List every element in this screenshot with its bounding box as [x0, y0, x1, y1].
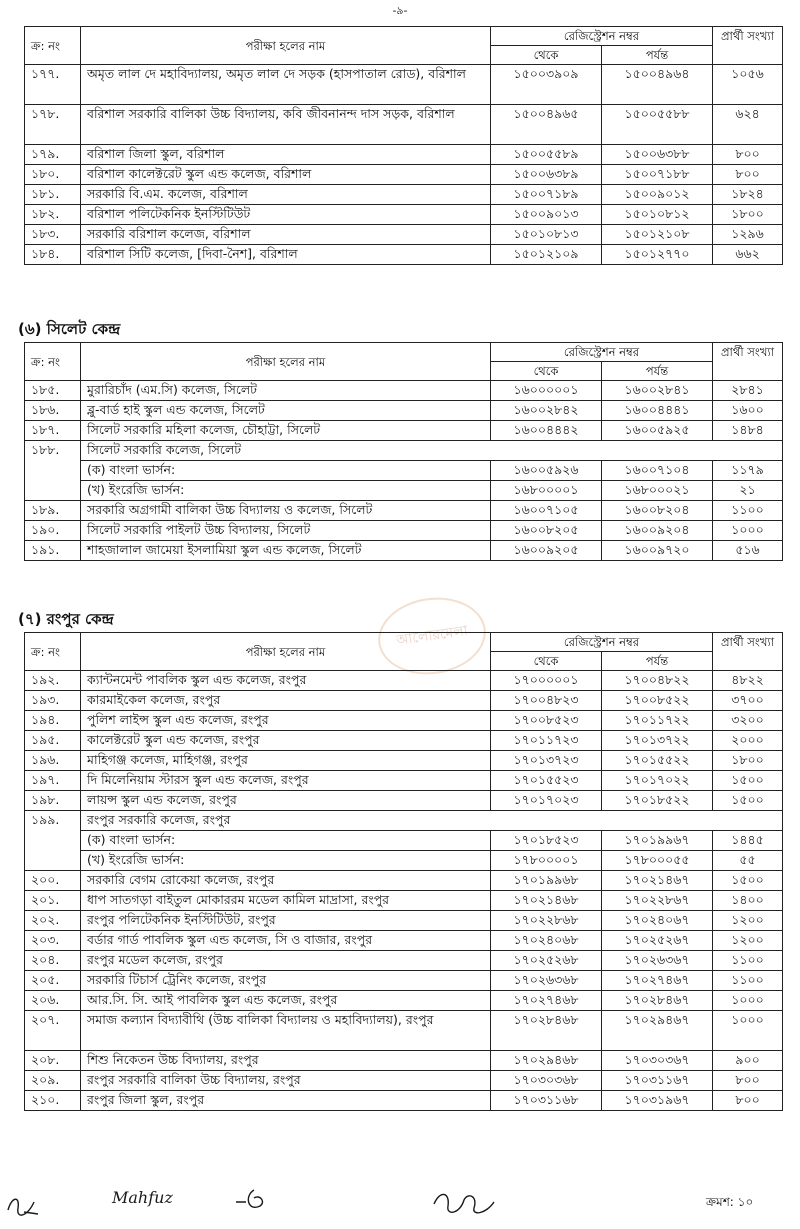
candidate-count-cell: ১৫০০ — [713, 871, 783, 891]
reg-to-cell: ১৭০৩০৩৬৭ — [602, 1051, 713, 1071]
table-row — [25, 185, 783, 205]
reg-to-cell: ১৭০৩১৯৬৭ — [602, 1091, 713, 1111]
hall-name-cell: ব্লু-বার্ড হাই স্কুল এন্ড কলেজ, সিলেট — [81, 401, 491, 421]
table-row — [25, 731, 783, 751]
signature-area — [0, 1180, 800, 1229]
serial-cell: ১৮৮. — [25, 441, 81, 501]
reg-to-cell: ১৬০০৪৪৪১ — [602, 401, 713, 421]
section-title-sylhet: (৬) সিলেট কেন্দ্র — [18, 320, 121, 338]
table-row — [25, 441, 783, 461]
reg-to-cell: ১৫০১২১০৮ — [602, 225, 713, 245]
candidate-count-cell: ৪৮২২ — [713, 671, 783, 691]
hall-name-cell: মুরারিচাঁদ (এম.সি) কলেজ, সিলেট — [81, 381, 491, 401]
serial-cell: ১৯০. — [25, 521, 81, 541]
reg-to-cell: ১৭০১১৭২২ — [602, 711, 713, 731]
table-row — [25, 771, 783, 791]
candidate-count-cell: ২০০০ — [713, 731, 783, 751]
table-row — [25, 911, 783, 931]
candidate-count-cell: ৬৬২ — [713, 245, 783, 265]
reg-from-cell: ১৭০২৭৪৬৮ — [491, 991, 602, 1011]
reg-from-cell: ১৭০১৫৫২৩ — [491, 771, 602, 791]
reg-to-cell: ১৭০২১৪৬৭ — [602, 871, 713, 891]
serial-cell: ১৭৯. — [25, 145, 81, 165]
hall-name-cell: সিলেট সরকারি মহিলা কলেজ, চৌহাট্টা, সিলেট — [81, 421, 491, 441]
reg-to-cell: ১৬০০৫৯২৫ — [602, 421, 713, 441]
reg-to-cell: ১৭০১৯৯৬৭ — [602, 831, 713, 851]
candidate-count-cell: ৩৭০০ — [713, 691, 783, 711]
table-row — [25, 401, 783, 421]
hall-name-cell: শিশু নিকেতন উচ্চ বিদ্যালয়, রংপুর — [81, 1051, 491, 1071]
watermark-seal: আলোরমেলা — [373, 591, 491, 681]
reg-from-cell: ১৭০০০০০১ — [491, 671, 602, 691]
table-row — [25, 165, 783, 185]
rangpur-table — [24, 632, 783, 1111]
hall-name-cell: রংপুর সরকারি বালিকা উচ্চ বিদ্যালয়, রংপুর — [81, 1071, 491, 1091]
reg-to-cell: ১৫০১০৮১২ — [602, 205, 713, 225]
hall-name-cell: মাহিগঞ্জ কলেজ, মাহিগঞ্জ, রংপুর — [81, 751, 491, 771]
table-row — [25, 65, 783, 105]
initial-signature-1 — [4, 1190, 44, 1220]
serial-cell: ১৮৩. — [25, 225, 81, 245]
reg-from-cell: ১৭০২৮৪৬৮ — [491, 1011, 602, 1051]
candidate-count-cell: ৫১৬ — [713, 541, 783, 561]
hall-name-cell: সমাজ কল্যান বিদ্যাবীথি (উচ্চ বালিকা বিদ্যালয় ও মহাবিদ্যালয়), রংপুর — [81, 1011, 491, 1051]
hall-name-cell: আর.সি. সি. আই পাবলিক স্কুল এন্ড কলেজ, রংপুর — [81, 991, 491, 1011]
candidate-count-cell: ১০০০ — [713, 991, 783, 1011]
table-row — [25, 225, 783, 245]
table-row — [25, 461, 783, 481]
header-candidates: প্রার্থী সংখ্যা — [713, 343, 783, 381]
candidate-count-cell: ১২৯৬ — [713, 225, 783, 245]
header-from: থেকে — [491, 46, 602, 65]
serial-cell: ১৮৯. — [25, 501, 81, 521]
reg-to-cell: ১৭০১৫৫২২ — [602, 751, 713, 771]
reg-from-cell: ১৬০০৫৯২৬ — [491, 461, 602, 481]
serial-cell: ২১০. — [25, 1091, 81, 1111]
serial-cell: ১৯১. — [25, 541, 81, 561]
header-to: পর্যন্ত — [602, 652, 713, 671]
hall-name-cell: শাহজালাল জামেয়া ইসলামিয়া স্কুল এন্ড কলেজ, সিলেট — [81, 541, 491, 561]
hall-name-cell: বরিশাল জিলা স্কুল, বরিশাল — [81, 145, 491, 165]
hall-name-cell: বরিশাল কালেক্টরেট স্কুল এন্ড কলেজ, বরিশাল — [81, 165, 491, 185]
hall-name-cell: সরকারি বেগম রোকেয়া কলেজ, রংপুর — [81, 871, 491, 891]
hall-name-cell: সরকারি বরিশাল কলেজ, বরিশাল — [81, 225, 491, 245]
candidate-count-cell: ১৪০০ — [713, 891, 783, 911]
table-row — [25, 481, 783, 501]
candidate-count-cell: ৯০০ — [713, 1051, 783, 1071]
header-hall-name: পরীক্ষা হলের নাম — [81, 27, 491, 65]
table-row — [25, 1051, 783, 1071]
candidate-count-cell: ১০০০ — [713, 521, 783, 541]
serial-cell: ২০৩. — [25, 931, 81, 951]
reg-to-cell: ১৫০০৬৩৮৮ — [602, 145, 713, 165]
reg-to-cell: ১৬০০৯৭২০ — [602, 541, 713, 561]
hall-name-cell: সরকারি বি.এম. কলেজ, বরিশাল — [81, 185, 491, 205]
candidate-count-cell: ৬২৪ — [713, 105, 783, 145]
serial-cell: ১৮৫. — [25, 381, 81, 401]
serial-cell: ১৯৬. — [25, 751, 81, 771]
table-row — [25, 541, 783, 561]
candidate-count-cell: ১১৭৯ — [713, 461, 783, 481]
hall-name-cell: পুলিশ লাইন্স স্কুল এন্ড কলেজ, রংপুর — [81, 711, 491, 731]
reg-to-cell: ১৭০১৮৫২২ — [602, 791, 713, 811]
candidate-count-cell: ১৪৮৪ — [713, 421, 783, 441]
reg-from-cell: ১৭০২৬৩৬৮ — [491, 971, 602, 991]
candidate-count-cell: ১৮২৪ — [713, 185, 783, 205]
table-row — [25, 831, 783, 851]
reg-to-cell: ১৭০২৫২৬৭ — [602, 931, 713, 951]
candidate-count-cell: ১১০০ — [713, 971, 783, 991]
table-row — [25, 811, 783, 831]
hall-name-cell: সরকারি টিচার্স ট্রেনিং কলেজ, রংপুর — [81, 971, 491, 991]
serial-cell: ২০৬. — [25, 991, 81, 1011]
candidate-count-cell: ১০৫৬ — [713, 65, 783, 105]
barisal-table — [24, 26, 783, 265]
hall-name-cell: রংপুর মডেল কলেজ, রংপুর — [81, 951, 491, 971]
header-from: থেকে — [491, 652, 602, 671]
header-serial: ক্র: নং — [25, 343, 81, 381]
hall-name-cell: সিলেট সরকারি পাইলট উচ্চ বিদ্যালয়, সিলেট — [81, 521, 491, 541]
candidate-count-cell: ১২০০ — [713, 931, 783, 951]
candidate-count-cell: ৮০০ — [713, 165, 783, 185]
serial-cell: ১৮০. — [25, 165, 81, 185]
reg-from-cell: ১৭০২৫২৬৮ — [491, 951, 602, 971]
sylhet-table — [24, 342, 783, 561]
serial-cell: ১৮২. — [25, 205, 81, 225]
reg-from-cell: ১৬০০৭১০৫ — [491, 501, 602, 521]
reg-from-cell: ১৭০২২৮৬৮ — [491, 911, 602, 931]
hall-name-cell: বর্ডার গার্ড পাবলিক স্কুল এন্ড কলেজ, সি ও বাজার, রংপুর — [81, 931, 491, 951]
serial-cell: ২০৯. — [25, 1071, 81, 1091]
table-row — [25, 851, 783, 871]
candidate-count-cell: ৮০০ — [713, 1071, 783, 1091]
serial-cell: ১৯৯. — [25, 811, 81, 871]
table-row — [25, 145, 783, 165]
reg-from-cell: ১৫০০৭১৮৯ — [491, 185, 602, 205]
reg-from-cell: ১৬০০২৮৪২ — [491, 401, 602, 421]
version-label-cell: (খ) ইংরেজি ভার্সন: — [81, 851, 491, 871]
reg-from-cell: ১৭০২৪০৬৮ — [491, 931, 602, 951]
serial-cell: ১৮৬. — [25, 401, 81, 421]
hall-name-cell: লায়ন্স স্কুল এন্ড কলেজ, রংপুর — [81, 791, 491, 811]
table-row — [25, 671, 783, 691]
reg-to-cell: ১৬৮০০০২১ — [602, 481, 713, 501]
reg-from-cell: ১৬০০৯২০৫ — [491, 541, 602, 561]
reg-to-cell: ১৬০০৭১০৪ — [602, 461, 713, 481]
table-row — [25, 245, 783, 265]
reg-from-cell: ১৫০০৯০১৩ — [491, 205, 602, 225]
candidate-count-cell: ৮০০ — [713, 145, 783, 165]
candidate-count-cell: ১৮০০ — [713, 205, 783, 225]
table-row — [25, 891, 783, 911]
header-registration: রেজিস্ট্রেশন নম্বর — [491, 27, 713, 46]
signature-mahfuz: Mahfuz — [112, 1188, 173, 1207]
reg-to-cell: ১৭৮০০০৫৫ — [602, 851, 713, 871]
candidate-count-cell: ৩২০০ — [713, 711, 783, 731]
hall-name-cell: সরকারি অগ্রগামী বালিকা উচ্চ বিদ্যালয় ও কলেজ, সিলেট — [81, 501, 491, 521]
hall-name-cell: ধাপ সাতগড়া বাইতুল মোকাররম মডেল কামিল মাদ্রাসা, রংপুর — [81, 891, 491, 911]
reg-from-cell: ১৬০০৮২০৫ — [491, 521, 602, 541]
reg-to-cell: ১৭০২৪০৬৭ — [602, 911, 713, 931]
serial-cell: ১৯৪. — [25, 711, 81, 731]
header-serial: ক্র: নং — [25, 633, 81, 671]
reg-from-cell: ১৫০০৬৩৮৯ — [491, 165, 602, 185]
reg-from-cell: ১৭০২১৪৬৮ — [491, 891, 602, 911]
reg-to-cell: ১৫০০৪৯৬৪ — [602, 65, 713, 105]
table-row — [25, 421, 783, 441]
hall-name-cell: রংপুর সরকারি কলেজ, রংপুর — [81, 811, 783, 831]
header-hall-name: পরীক্ষা হলের নাম — [81, 633, 491, 671]
header-to: পর্যন্ত — [602, 362, 713, 381]
reg-to-cell: ১৭০০৮৫২২ — [602, 691, 713, 711]
reg-from-cell: ১৫০১০৮১৩ — [491, 225, 602, 245]
reg-from-cell: ১৭০০৪৮২৩ — [491, 691, 602, 711]
reg-to-cell: ১৫০০৭১৮৮ — [602, 165, 713, 185]
version-label-cell: (ক) বাংলা ভার্সন: — [81, 461, 491, 481]
table-row — [25, 931, 783, 951]
candidate-count-cell: ১৫০০ — [713, 791, 783, 811]
candidate-count-cell: ২১ — [713, 481, 783, 501]
reg-from-cell: ১৭৮০০০০১ — [491, 851, 602, 871]
reg-to-cell: ১৭০২৭৪৬৭ — [602, 971, 713, 991]
table-row — [25, 991, 783, 1011]
hall-name-cell: রংপুর জিলা স্কুল, রংপুর — [81, 1091, 491, 1111]
table-row — [25, 971, 783, 991]
reg-from-cell: ১৫০০৫৫৮৯ — [491, 145, 602, 165]
reg-to-cell: ১৫০০৫৫৮৮ — [602, 105, 713, 145]
header-from: থেকে — [491, 362, 602, 381]
candidate-count-cell: ১৫০০ — [713, 771, 783, 791]
table-row — [25, 521, 783, 541]
reg-to-cell: ১৭০১৩৭২২ — [602, 731, 713, 751]
candidate-count-cell: ৮০০ — [713, 1091, 783, 1111]
reg-from-cell: ১৭০০৮৫২৩ — [491, 711, 602, 731]
serial-cell: ১৯৩. — [25, 691, 81, 711]
table-row — [25, 1091, 783, 1111]
header-candidates: প্রার্থী সংখ্যা — [713, 27, 783, 65]
header-registration: রেজিস্ট্রেশন নম্বর — [491, 633, 713, 652]
serial-cell: ১৮৭. — [25, 421, 81, 441]
reg-from-cell: ১৬০০৪৪৪২ — [491, 421, 602, 441]
candidate-count-cell: ১২০০ — [713, 911, 783, 931]
hall-name-cell: বরিশাল সরকারি বালিকা উচ্চ বিদ্যালয়, কবি জীবনানন্দ দাস সড়ক, বরিশাল — [81, 105, 491, 145]
hall-name-cell: দি মিলেনিয়াম স্টারস স্কুল এন্ড কলেজ, রংপুর — [81, 771, 491, 791]
candidate-count-cell: ১০০০ — [713, 1011, 783, 1051]
table-row — [25, 105, 783, 145]
hall-name-cell: রংপুর পলিটেকনিক ইনস্টিটিউট, রংপুর — [81, 911, 491, 931]
version-label-cell: (ক) বাংলা ভার্সন: — [81, 831, 491, 851]
candidate-count-cell: ২৮৪১ — [713, 381, 783, 401]
serial-cell: ২০৪. — [25, 951, 81, 971]
reg-to-cell: ১৫০০৯০১২ — [602, 185, 713, 205]
reg-from-cell: ১৭০১৭০২৩ — [491, 791, 602, 811]
serial-cell: ২০৮. — [25, 1051, 81, 1071]
reg-to-cell: ১৭০২৮৪৬৭ — [602, 991, 713, 1011]
reg-to-cell: ১৬০০২৮৪১ — [602, 381, 713, 401]
reg-to-cell: ১৭০২২৮৬৭ — [602, 891, 713, 911]
serial-cell: ১৯৭. — [25, 771, 81, 791]
table-row — [25, 951, 783, 971]
initial-signature-2 — [230, 1186, 270, 1216]
candidate-count-cell: ১৬০০ — [713, 401, 783, 421]
serial-cell: ১৯৮. — [25, 791, 81, 811]
reg-from-cell: ১৫০০৪৯৬৫ — [491, 105, 602, 145]
table-row — [25, 751, 783, 771]
table-row — [25, 501, 783, 521]
reg-to-cell: ১৭০২৯৪৬৭ — [602, 1011, 713, 1051]
header-serial: ক্র: নং — [25, 27, 81, 65]
table-row — [25, 1011, 783, 1051]
candidate-count-cell: ৫৫ — [713, 851, 783, 871]
hall-name-cell: বরিশাল পলিটেকনিক ইনস্টিটিউট — [81, 205, 491, 225]
hall-name-cell: ক্যান্টনমেন্ট পাবলিক স্কুল এন্ড কলেজ, রংপুর — [81, 671, 491, 691]
serial-cell: ১৯৫. — [25, 731, 81, 751]
table-row — [25, 381, 783, 401]
reg-from-cell: ১৭০১৮৫২৩ — [491, 831, 602, 851]
serial-cell: ১৭৮. — [25, 105, 81, 145]
serial-cell: ১৮৪. — [25, 245, 81, 265]
reg-from-cell: ১৭০১৩৭২৩ — [491, 751, 602, 771]
section-title-rangpur: (৭) রংপুর কেন্দ্র — [18, 610, 114, 628]
table-row — [25, 1071, 783, 1091]
serial-cell: ২০৫. — [25, 971, 81, 991]
candidate-count-cell: ১১০০ — [713, 951, 783, 971]
reg-to-cell: ১৭০৩১১৬৭ — [602, 1071, 713, 1091]
candidate-count-cell: ১৮০০ — [713, 751, 783, 771]
serial-cell: ২০২. — [25, 911, 81, 931]
reg-from-cell: ১৭০১৯৯৬৮ — [491, 871, 602, 891]
table-row — [25, 791, 783, 811]
table-row — [25, 711, 783, 731]
hall-name-cell: কারমাইকেল কলেজ, রংপুর — [81, 691, 491, 711]
reg-from-cell: ১৭০৩০৩৬৮ — [491, 1071, 602, 1091]
header-candidates: প্রার্থী সংখ্যা — [713, 633, 783, 671]
serial-cell: ১৭৭. — [25, 65, 81, 105]
header-registration: রেজিস্ট্রেশন নম্বর — [491, 343, 713, 362]
serial-cell: ২০৭. — [25, 1011, 81, 1051]
reg-from-cell: ১৫০১২১০৯ — [491, 245, 602, 265]
page-number: -৯- — [392, 4, 408, 17]
hall-name-cell: কালেক্টরেট স্কুল এন্ড কলেজ, রংপুর — [81, 731, 491, 751]
hall-name-cell: বরিশাল সিটি কলেজ, [দিবা-নৈশ], বরিশাল — [81, 245, 491, 265]
continued-note: ক্রমশ: ১০ — [706, 1195, 754, 1209]
header-hall-name: পরীক্ষা হলের নাম — [81, 343, 491, 381]
candidate-count-cell: ১১০০ — [713, 501, 783, 521]
version-label-cell: (খ) ইংরেজি ভার্সন: — [81, 481, 491, 501]
header-to: পর্যন্ত — [602, 46, 713, 65]
reg-from-cell: ১৫০০৩৯০৯ — [491, 65, 602, 105]
candidate-count-cell: ১৪৪৫ — [713, 831, 783, 851]
reg-from-cell: ১৭০৩১১৬৮ — [491, 1091, 602, 1111]
hall-name-cell: সিলেট সরকারি কলেজ, সিলেট — [81, 441, 783, 461]
initial-signature-3 — [430, 1186, 500, 1220]
reg-to-cell: ১৬০০৮২০৪ — [602, 501, 713, 521]
reg-to-cell: ১৫০১২৭৭০ — [602, 245, 713, 265]
serial-cell: ২০১. — [25, 891, 81, 911]
reg-to-cell: ১৬০০৯২০৪ — [602, 521, 713, 541]
reg-to-cell: ১৭০১৭০২২ — [602, 771, 713, 791]
table-row — [25, 871, 783, 891]
serial-cell: ১৯২. — [25, 671, 81, 691]
reg-from-cell: ১৭০১১৭২৩ — [491, 731, 602, 751]
reg-to-cell: ১৭০২৬৩৬৭ — [602, 951, 713, 971]
hall-name-cell: অমৃত লাল দে মহাবিদ্যালয়, অমৃত লাল দে সড়ক (হাসপাতাল রোড), বরিশাল — [81, 65, 491, 105]
table-row — [25, 205, 783, 225]
serial-cell: ২০০. — [25, 871, 81, 891]
table-row — [25, 691, 783, 711]
reg-from-cell: ১৬০০০০০১ — [491, 381, 602, 401]
reg-to-cell: ১৭০০৪৮২২ — [602, 671, 713, 691]
serial-cell: ১৮১. — [25, 185, 81, 205]
reg-from-cell: ১৭০২৯৪৬৮ — [491, 1051, 602, 1071]
reg-from-cell: ১৬৮০০০০১ — [491, 481, 602, 501]
